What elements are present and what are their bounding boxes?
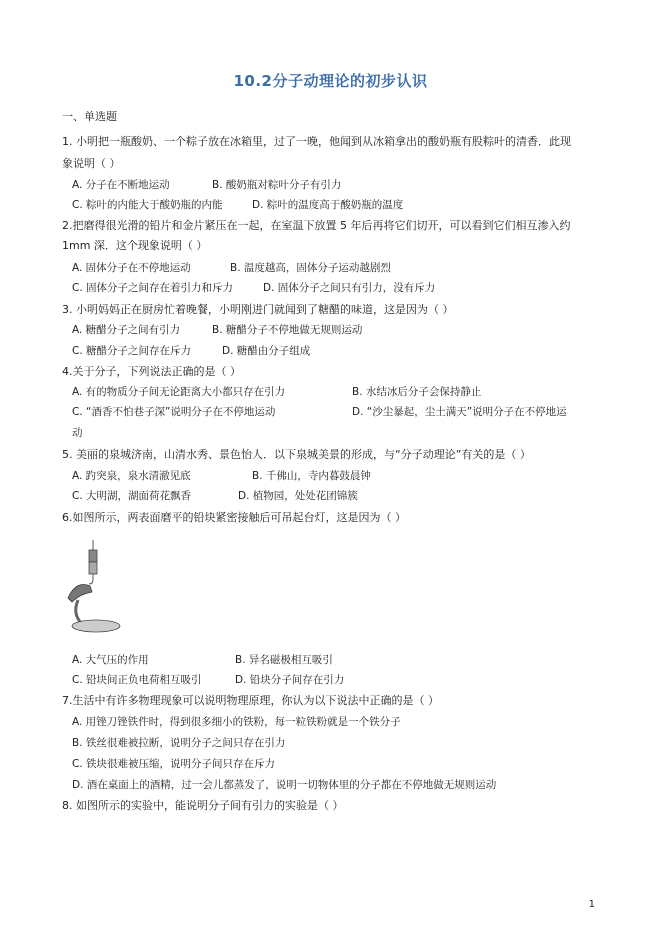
question-2-stem-cont: 1mm 深．这个现象说明（ ） [62,239,208,252]
question-1-option-b: B. 酸奶瓶对粽叶分子有引力 [212,179,342,191]
question-6-option-b: B. 异名磁极相互吸引 [235,654,333,666]
question-1-option-d: D. 粽叶的温度高于酸奶瓶的温度 [252,199,404,211]
question-2-option-b: B. 温度越高，固体分子运动越剧烈 [230,262,391,274]
question-5-option-a: A. 趵突泉，泉水清澈见底 [72,470,191,482]
question-1-option-a: A. 分子在不断地运动 [72,179,170,191]
question-7-option-b: B. 铁丝很难被拉断，说明分子之间只存在引力 [72,737,286,749]
question-3-option-d: D. 糖醋由分子组成 [222,345,311,357]
question-5-option-c: C. 大明湖，湖面荷花飘香 [72,490,192,502]
lead-block-lamp-figure [58,540,128,640]
page-title: 10.2分子动理论的初步认识 [233,72,428,90]
question-3-option-a: A. 糖醋分子之间有引力 [72,324,181,336]
question-8-stem: 8. 如图所示的实验中，能说明分子间有引力的实验是（ ） [62,799,344,812]
question-2-stem: 2.把磨得很光滑的铅片和金片紧压在一起，在室温下放置 5 年后再将它们切开，可以看到它们相互渗入约 [62,219,571,232]
question-4-stem: 4.关于分子，下列说法正确的是（ ） [62,365,241,378]
question-7-stem: 7.生活中有许多物理现象可以说明物理原理，你认为以下说法中正确的是（ ） [62,694,439,707]
question-1-stem-cont: 象说明（ ） [62,157,121,170]
question-3-stem: 3. 小明妈妈正在厨房忙着晚餐，小明刚进门就闻到了糖醋的味道，这是因为（ ） [62,303,454,316]
question-2-option-d: D. 固体分子之间只有引力，没有斥力 [263,282,436,294]
section-heading: 一、单选题 [62,110,117,123]
question-5-option-d: D. 植物园，处处花团锦簇 [238,490,358,502]
question-1-stem: 1. 小明把一瓶酸奶、一个粽子放在冰箱里，过了一晚，他闻到从冰箱拿出的酸奶瓶有股粽叶的清香．此现 [62,135,571,148]
question-7-option-d: D. 酒在桌面上的酒精，过一会儿都蒸发了，说明一切物体里的分子都在不停地做无规则运动 [72,779,497,791]
question-2-option-a: A. 固体分子在不停地运动 [72,262,191,274]
question-4-option-d-cont: 动 [72,427,83,439]
question-3-option-b: B. 糖醋分子不停地做无规则运动 [212,324,363,336]
question-2-option-c: C. 固体分子之间存在着引力和斥力 [72,282,234,294]
question-4-option-c: C. “酒香不怕巷子深”说明分子在不停地运动 [72,406,276,418]
question-6-option-a: A. 大气压的作用 [72,654,149,666]
question-1-option-c: C. 粽叶的内能大于酸奶瓶的内能 [72,199,223,211]
question-6-option-c: C. 铅块间正负电荷相互吸引 [72,674,202,686]
question-5-option-b: B. 千佛山，寺内暮鼓晨钟 [252,470,371,482]
question-4-option-a: A. 有的物质分子间无论距离大小都只存在引力 [72,386,286,398]
question-6-stem: 6.如图所示，两表面磨平的铅块紧密接触后可吊起台灯，这是因为（ ） [62,511,406,524]
question-5-stem: 5. 美丽的泉城济南，山清水秀、景色怡人．以下泉城美景的形成，与“分子动理论”有关的是（ ） [62,448,531,461]
question-7-option-a: A. 用锉刀锉铁件时，得到很多细小的铁粉，每一粒铁粉就是一个铁分子 [72,716,401,728]
question-4-option-d: D. “沙尘暴起，尘土满天”说明分子在不停地运 [352,406,567,418]
page-number: 1 [588,899,595,910]
question-7-option-c: C. 铁块很难被压缩，说明分子间只存在斥力 [72,758,276,770]
question-3-option-c: C. 糖醋分子之间存在斥力 [72,345,192,357]
question-4-option-b: B. 水结冰后分子会保持静止 [352,386,482,398]
question-6-option-d: D. 铅块分子间存在引力 [235,674,345,686]
